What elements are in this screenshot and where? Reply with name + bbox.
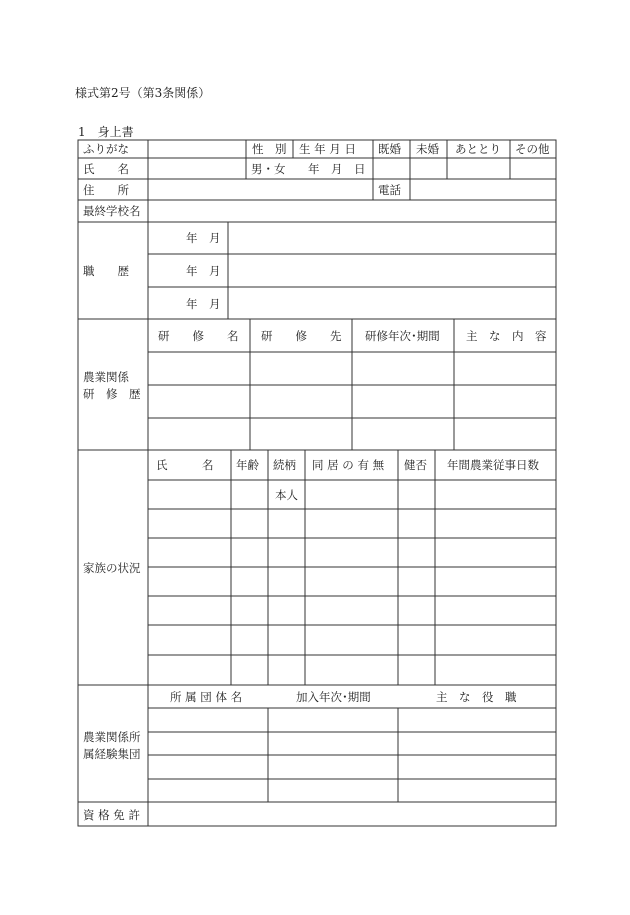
address-label: 住 所 xyxy=(83,183,129,197)
successor-label: あととり xyxy=(455,142,501,156)
training-header-period: 研修年次･期間 xyxy=(365,329,440,343)
family-header-health: 健否 xyxy=(404,458,427,472)
groups-header-period: 加入年次･期間 xyxy=(296,690,371,704)
name-label: 氏 名 xyxy=(83,162,129,176)
form-title: 様式第2号（第3条関係） xyxy=(75,86,211,100)
section-title: 1 身上書 xyxy=(78,125,134,139)
family-label: 家族の状況 xyxy=(83,561,141,575)
other-label: その他 xyxy=(515,142,550,156)
career-label: 職 歴 xyxy=(83,264,129,278)
birthdate-label: 生 年 月 日 xyxy=(299,142,356,156)
groups-label-line2: 属経験集団 xyxy=(83,747,141,761)
training-label-line2: 研 修 歴 xyxy=(83,387,141,401)
birthdate-field[interactable]: 年 月 日 xyxy=(308,162,366,176)
family-header-cohabit: 同 居 の 有 無 xyxy=(312,458,385,472)
furigana-label: ふりがな xyxy=(83,142,129,156)
form-frame xyxy=(78,140,556,826)
training-header-place: 研 修 先 xyxy=(261,329,342,343)
training-header-content: 主 な 内 容 xyxy=(466,329,547,343)
family-header-name: 氏 名 xyxy=(156,458,214,472)
training-header-name: 研 修 名 xyxy=(158,329,239,343)
unmarried-label: 未婚 xyxy=(416,142,439,156)
school-label: 最終学校名 xyxy=(83,204,141,218)
family-header-relation: 続柄 xyxy=(273,458,296,472)
married-label: 既婚 xyxy=(378,142,401,156)
phone-label: 電話 xyxy=(378,183,401,197)
sex-choice[interactable]: 男・女 xyxy=(251,162,286,176)
license-label: 資 格 免 許 xyxy=(83,808,140,822)
family-header-age: 年齢 xyxy=(236,458,259,472)
groups-header-role: 主 な 役 職 xyxy=(436,690,517,704)
family-header-farm-days: 年間農業従事日数 xyxy=(447,458,539,472)
career-date-2[interactable]: 年 月 xyxy=(186,264,221,278)
family-self-relation: 本人 xyxy=(275,488,298,502)
career-date-1[interactable]: 年 月 xyxy=(186,231,221,245)
groups-header-org: 所 属 団 体 名 xyxy=(170,690,243,704)
sex-label: 性 別 xyxy=(252,142,287,156)
groups-label-line1: 農業関係所 xyxy=(83,730,141,744)
career-date-3[interactable]: 年 月 xyxy=(186,297,221,311)
training-label-line1: 農業関係 xyxy=(83,370,129,384)
